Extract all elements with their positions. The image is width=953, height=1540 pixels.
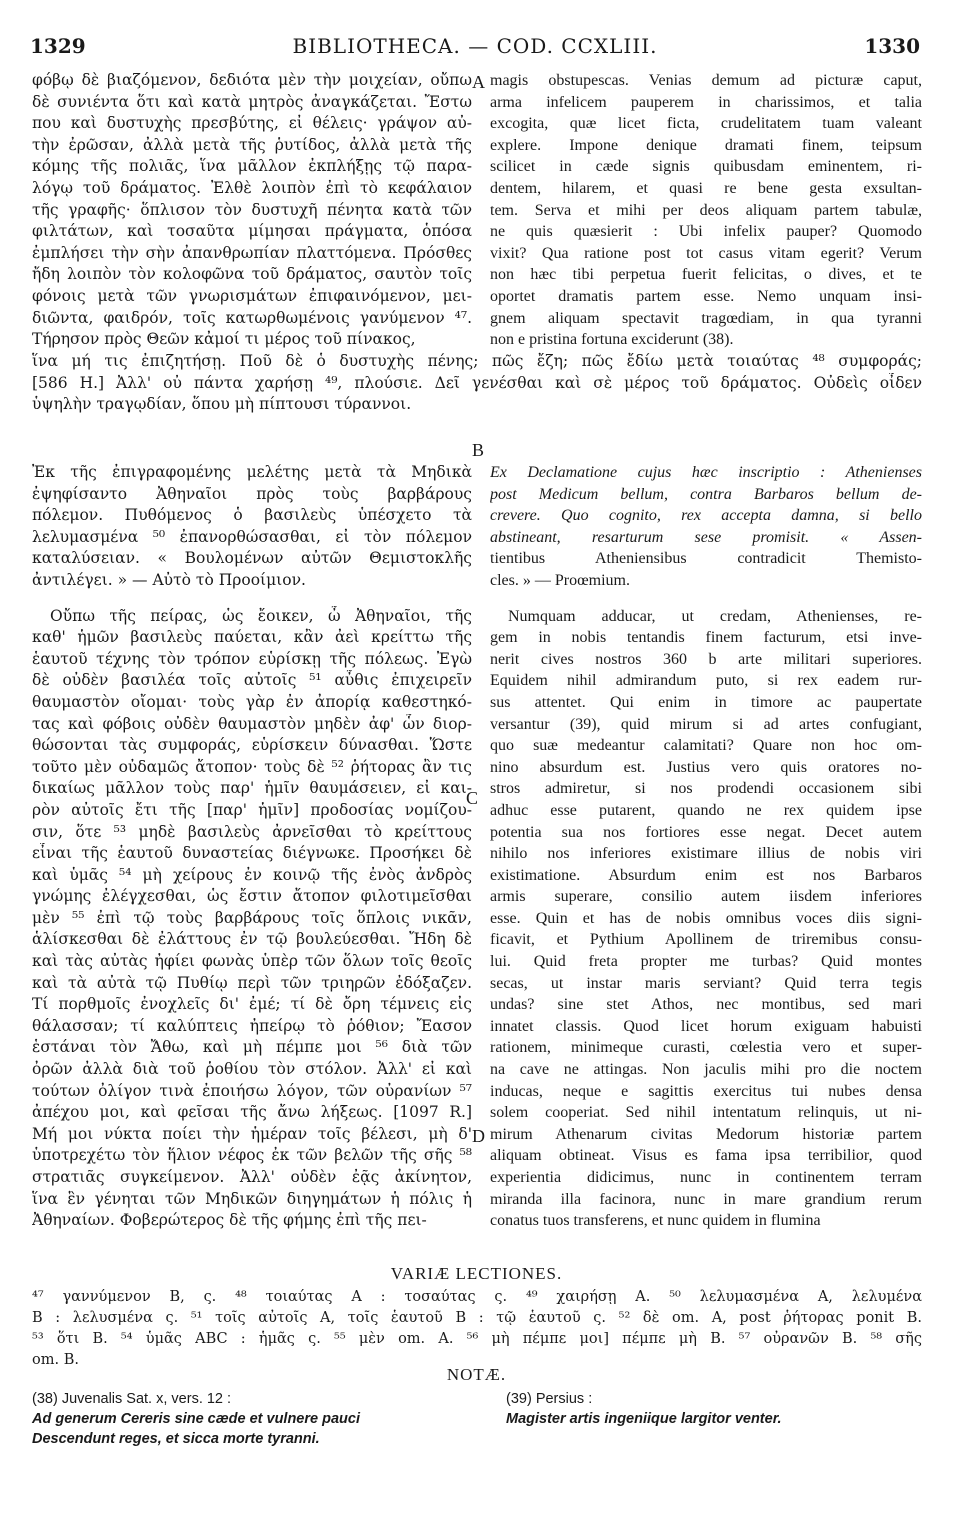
greek-line: δικαίως μᾶλλον τοὺς παρ' ἡμῖν θαυμάσειεν, εἰ και- [32, 779, 472, 798]
latin-line: stros admiretur, si nos prodendi occasionem sibi [490, 780, 922, 798]
latin-line: rationem, minimeque curasti, cœlestia vero et super- [490, 1039, 922, 1057]
greek-line: ἤδη λοιπὸν τὸν κολοφῶνα τοῦ δράματος, σαυτὸν τοῖς [32, 265, 472, 284]
greek-line: ἑστάναι τὸν Ἄθω, καὶ μὴ πέμπε μοι ⁵⁶ διὰ τῶν [32, 1038, 472, 1057]
latin-line: crevere. Quo cognito, rex accepta damna, si bello [490, 507, 922, 525]
left-page-number: 1329 [30, 34, 86, 58]
variae-lectiones-title: VARIÆ LECTIONES. [390, 1264, 563, 1283]
greek-line: δὲ οὐδὲν βασιλέα τοῖς αὐτοῖς ⁵¹ αὖθις ἐπιχειρεῖν [32, 671, 472, 690]
full-line: ἵνα μή τις ἐπιζητήσῃ. Ποῦ δὲ ὁ δυστυχὴς πένης; πῶς ἔζη; πῶς ἔδίω μετὰ τοιαύτας ⁴⁸ συμφοράς; [32, 352, 922, 370]
latin-line: secas, ut instar maris serviant? Quid terra tegis [490, 974, 922, 992]
latin-line: magis obstupescas. Venias demum ad picturæ caput, [490, 72, 922, 89]
variant-line: ⁴⁷ γαννύμενον B, ς. ⁴⁸ τοιαύτας A : τοσαύτας ς. ⁴⁹ χαιρήσῃ A. ⁵⁰ λελυμασμένα A, λελυμένα [32, 1289, 922, 1305]
variae-lectiones [32, 1287, 922, 1371]
greek-line: θαυμαστὸν οἴομαι· τοὺς γὰρ ἐν ἀπορίᾳ καθεστηκό- [32, 692, 472, 711]
note-39-verse-1: Magister artis ingeniique largitor venter. [506, 1411, 782, 1427]
latin-line: ne quis quæsierit : Ubi infelix pauper? Quomodo [490, 223, 922, 241]
latin-line: solem cooperiat. Sed nihil intentatum relinquis, ut ni- [490, 1104, 922, 1122]
variant-line: om. B. [32, 1352, 79, 1368]
latin-line: oportet dramatis partem esse. Nemo unquam insi- [490, 287, 922, 305]
greek-line: καθ' ἡμῶν βασιλεὺς παύεται, κἂν ἀεὶ κρείττω τῆς [32, 628, 472, 647]
greek-line: ἐψηφίσαντο Ἀθηναῖοι πρὸς τοὺς βαρβάρους [32, 484, 472, 503]
greek-line: λελυμασμένα ⁵⁰ ἐπανορθώσασθαι, εἰ τὸν πόλεμον [32, 527, 472, 546]
latin-line: explere. Impone denique dramati finem, teipsum [490, 136, 922, 154]
variant-line: B : λελυσμένα ς. ⁵¹ τοῖς αὐτοῖς A, τοῖς ἑαυτοῦ B : τῷ ἑαυτοῦ ς. ⁵² δὲ om. A, post ῥήτορας ponit B. [32, 1310, 922, 1326]
note-38-verse-2: Descendunt reges, et sicca morte tyranni. [32, 1431, 320, 1447]
greek-line: φιλτάτων, καὶ τοσαῦτα μίμησαι πράγματα, ὁπόσα [32, 222, 472, 241]
greek-line: πόλεμον. Πυθόμενος ὁ βασιλεὺς ὑπέσχετο τὰ [32, 506, 472, 525]
full-line: ὑψηλὴν τραγῳδίαν, ὅπου μὴ πίπτουσι τύραννοι. [32, 395, 412, 414]
greek-line: ἀπέχου μοι, καὶ φεῖσαι τῆς ἄνω λήξεως. [1097 R.] [32, 1103, 472, 1122]
greek-line: ἁλίσκεσθαι δὲ ἐλάττους ἐν τῷ βουλεύεσθαι. Ἤδη δὲ [32, 930, 472, 949]
margin-marker-c: C [466, 788, 479, 808]
latin-line: vixit? Qua ratione post tot casus vitam egerit? Verum [490, 244, 922, 262]
greek-line: ἵνα ἓν γένηται τῶν Μηδικῶν διηγημάτων ἡ πόλις ἡ [32, 1189, 472, 1208]
greek-line: διῶντα, φαιδρόν, τοῖς κατωρθωμένοις γανύμενον ⁴⁷. [32, 308, 472, 327]
greek-line: φόβῳ δὲ βιαζόμενον, δεδιότα μὲν τὴν μοιχείαν, οὔπω [32, 71, 472, 89]
latin-line: excogita, quæ licet ficta, crudelitatem tuam valeant [490, 115, 922, 133]
full-width-greek [32, 351, 922, 416]
latin-column-b [490, 462, 922, 1232]
greek-column-a [32, 70, 472, 351]
latin-line: esse. Quin et has de nobis omnibus voces diis signi- [490, 909, 922, 927]
latin-line: gem in nobis tentandis finem facturum, etsi inve- [490, 629, 922, 647]
latin-line: inducas, neque e sagittis exercitus tui nubes densa [490, 1082, 922, 1100]
margin-marker-b: B [472, 440, 485, 460]
latin-line: nihilo nos inferiores existimare illius de nobis viri [490, 845, 922, 863]
latin-line: tem. Serva et mihi per deos aliquam partem tabulæ, [490, 201, 922, 219]
latin-line: adhuc esse putarent, quando ne rex quidem ipse [490, 801, 922, 819]
greek-line: σιν, ὅτε ⁵³ μηδὲ βασιλεὺς ἀρνεῖσθαι τὸ κρείττους [32, 822, 472, 841]
greek-line: τῆς γραφῆς· ὅπλισον τὸν δυστυχῆ πένητα κατὰ τῶν [32, 200, 472, 219]
latin-line: mirum Athenarum civitas Medorum historiæ partem [490, 1125, 922, 1143]
latin-line: Equidem nihil admirandum puto, si rex eadem rur- [490, 672, 922, 690]
greek-line: θώσονται τὰς συμφοράς, εὑρίσκειν δύνασθαι. Ὥστε [32, 736, 472, 755]
greek-line: ἀντιλέγει. » — Αὐτὸ τὸ Προοίμιον. [32, 570, 306, 589]
greek-line: καὶ τὰ αὐτὰ τῷ Πυθίῳ περὶ τῶν τριηρῶν ἐδόξαζεν. [32, 973, 472, 992]
latin-line: non hæc tibi perpetua fuerit felicitas, o dives, et te [490, 266, 922, 284]
latin-line: existimatione. Absurdum enim est nos Barbaros [490, 866, 922, 884]
greek-line: ἑαυτοῦ τέχνης τὸν τρόπον εὑρίσκῃ τῆς πόλεως. Ἐγὼ [32, 649, 472, 668]
latin-line: nerit cives nostros 360 b arte militari superiores. [490, 650, 922, 668]
greek-line: γνώμης ἐλέγχεσθαι, ὡς ἔστιν ἄτοπον φιλοτιμεῖσθαι [32, 887, 472, 906]
greek-line: στρατιᾶς συγκείμενον. Ἀλλ' οὐδὲν ἐᾷς ἀκίνητον, [32, 1168, 472, 1186]
note-38-ref: (38) Juvenalis Sat. x, vers. 12 : [32, 1391, 232, 1407]
latin-line: Numquam adducar, ut credam, Athenienses, re- [508, 607, 922, 625]
latin-line: non e pristina fortuna exciderunt (38). [490, 331, 734, 349]
latin-line: ficavit, et Pythium Apollinem de triremibus consu- [490, 931, 922, 949]
greek-line: καταλύσειαν. « Βουλομένων αὐτῶν Θεμιστοκλῆς [32, 549, 472, 568]
latin-line: Ex Declamatione cujus hæc inscriptio : Athenienses [490, 464, 922, 481]
latin-line: potentia sua nos fortiores esse negat. Decet autem [490, 823, 922, 841]
greek-line: καὶ ὑμᾶς ⁵⁴ μὴ χείρους ἐν κοινῷ τῆς ἐνὸς ἀνδρὸς [32, 865, 472, 884]
greek-line: Ἀθηναίων. Φοβερώτερος δὲ τῆς φήμης ἐπὶ τῆς πει- [32, 1211, 427, 1230]
note-39-ref: (39) Persius : [506, 1391, 593, 1407]
latin-line: quo suæ medeantur calamitati? Quare non hoc om- [490, 737, 922, 755]
latin-line: na cave ne attingas. Non jaculis mihi pro die noctem [490, 1061, 922, 1079]
greek-line: ἐμπλήσει τὴν σὴν ἀπανθρωπίαν πλαττόμενα. Πρόσθες [32, 243, 472, 262]
greek-line: Μή μοι νύκτα ποίει τὴν ἡμέραν τοῖς βέλεσι, μὴ δ' [32, 1124, 472, 1143]
greek-line: τας καὶ φόβοις οὐδὲν θαυμαστὸν μηδὲν ἀφ' ὧν διορ- [32, 714, 472, 733]
greek-line: κόμης τῆς πολιᾶς, ἵνα μᾶλλον ἐκπλήξῃς τῷ παρα- [32, 157, 472, 176]
greek-line: που καὶ δυστυχὴς πρεσβύτης, εἰ θέλεις· γράψον αὐ- [32, 114, 472, 133]
greek-line: Τήρησον πρὸς Θεῶν κἀμοί τι μέρος τοῦ πίνακος, [32, 330, 416, 349]
greek-line: τούτων ὀλίγον τινὰ ἐποιήσω λόγον, τῶν οὐρανίων ⁵⁷ [32, 1081, 472, 1100]
latin-line: armis superare, consilio autem iisdem inferiores [490, 888, 922, 906]
greek-line: Ἐκ τῆς ἐπιγραφομένης μελέτης μετὰ τὰ Μηδικὰ [32, 463, 472, 481]
latin-line: miranda illa facinora, nunc in mare grandium rerum [490, 1190, 922, 1208]
greek-line: λόγῳ τοῦ δράματος. Ἐλθὲ λοιπὸν ἐπὶ τὸ κεφάλαιον [32, 178, 472, 197]
latin-line: innatet classis. Quod licet horum exiguam habuisti [490, 1017, 922, 1035]
note-39 [506, 1389, 926, 1429]
latin-line: post Medicum bellum, contra Barbaros bellum de- [490, 485, 922, 503]
greek-line: φόνοις μετὰ τῶν γνωρισμάτων ἐπιφαινόμενον, μει- [32, 286, 472, 305]
greek-line: ὀρῶν ἀλλὰ διὰ τοῦ ῥοθίου τὸν στόλον. Ἀλλ' εἰ καὶ [32, 1060, 472, 1079]
latin-line: sus attentet. Qui enim in timore ac paupertate [490, 693, 922, 711]
notae-title: NOTÆ. [446, 1365, 507, 1384]
latin-line: cles. » — Proœmium. [490, 571, 630, 589]
latin-line: undas? sine stet Athos, nec montibus, sed mari [490, 996, 922, 1014]
latin-line: conatus tuos transferens, et nunc quidem in flumina [490, 1212, 821, 1230]
latin-line: gnem aliquam spectavit tragœdiam, in qua tyranni [490, 309, 922, 327]
latin-line: experientia didicimus, nunc in continentem terram [490, 1169, 922, 1186]
greek-line: ρὸν αὐτοῖς ἔτι τῆς [παρ' ἡμῖν] προδοσίας νομίζου- [32, 800, 472, 819]
latin-line: nino absurdum est. Justius vero quis oratores no- [490, 758, 922, 776]
greek-line: Οὔπω τῆς πείρας, ὡς ἔοικεν, ὦ Ἀθηναῖοι, τῆς [50, 606, 472, 625]
greek-line: τοῦτο μὲν οὐδαμῶς ἄτοπον· τοὺς δὲ ⁵² ῥήτορας ἂν τις [32, 757, 472, 776]
latin-line: versantur (39), quid mirum si ad artes confugiant, [490, 715, 922, 733]
margin-marker-a: A [472, 72, 485, 92]
greek-column-b [32, 462, 472, 1232]
page-header [30, 34, 920, 62]
note-38-verse-1: Ad generum Cereris sine cæde et vulnere pauci [32, 1411, 360, 1427]
latin-line: aliquam obtineat. Visus es fama ipsa terribilior, quod [490, 1147, 922, 1165]
greek-line: ὑποτρεχέτω τὸν ἥλιον νέφος ἐκ τῶν βελῶν τῆς σῆς ⁵⁸ [32, 1146, 472, 1165]
greek-line: Τί πορθμοῖς ἐνοχλεῖς δι' ἐμέ; τί δὲ ὄρη τέμνεις εἰς [32, 995, 472, 1014]
note-38 [32, 1389, 472, 1449]
latin-line: arma infelicem pauperem in charissimos, et talia [490, 93, 922, 111]
latin-column-a [490, 70, 922, 351]
greek-line: δὲ συνιέντα ὅτι καὶ κατὰ μητρὸς ἀναγκάζεται. Ἔστω [32, 92, 472, 111]
latin-line: tientibus Atheniensibus contradicit Themisto- [490, 550, 922, 568]
greek-line: καὶ τὰς αὐτὰς ἠφίει φωνὰς ὑπὲρ τῶν ὅλων τοῖς θεοῖς [32, 952, 472, 971]
margin-marker-d: D [472, 1126, 485, 1146]
latin-line: scilicet in cæde signis quibusdam eminentem, ri- [490, 158, 922, 176]
greek-line: μὲν ⁵⁵ ἐπὶ τῷ τοὺς βαρβάρους τοῖς ὅπλοις νικᾶν, [32, 908, 472, 927]
latin-line: abstineant, resarturum sese promisit. « Assen- [490, 528, 922, 546]
right-page-number: 1330 [864, 34, 920, 58]
latin-line: lui. Quid freta propter me turbas? Quid montes [490, 953, 922, 971]
greek-line: εἶναι τῆς ἑαυτοῦ δυναστείας διέγνωκε. Προσήκει δὲ [32, 844, 472, 863]
full-line: [586 H.] Ἀλλ' οὐ πάντα χαρήσῃ ⁴⁹, πλούσιε. Δεῖ γενέσθαι καὶ σὲ μέρος τοῦ δράματος. Οὐδεὶς οἶδεν [32, 373, 922, 392]
variant-line: ⁵³ ὅτι B. ⁵⁴ ὑμᾶς ABC : ἡμᾶς ς. ⁵⁵ μὲν om. A. ⁵⁶ μὴ πέμπε μοι] πέμπε μὴ B. ⁵⁷ οὐρανῶν B. ⁵⁸ σῆς [32, 1331, 922, 1347]
greek-line: τὴν ἐρῶσαν, ἀλλὰ μετὰ τῆς ῥυτίδος, ἀλλὰ μετὰ τῆς [32, 135, 472, 154]
latin-line: dentem, hilarem, et quasi re bene gesta exsultan- [490, 179, 922, 197]
running-title: BIBLIOTHECA. — COD. CCXLIII. [292, 34, 658, 58]
greek-line: θάλασσαν; τί καλύπτεις ἠπείρῳ τὸ ῥόθιον; Ἔασον [32, 1016, 472, 1035]
